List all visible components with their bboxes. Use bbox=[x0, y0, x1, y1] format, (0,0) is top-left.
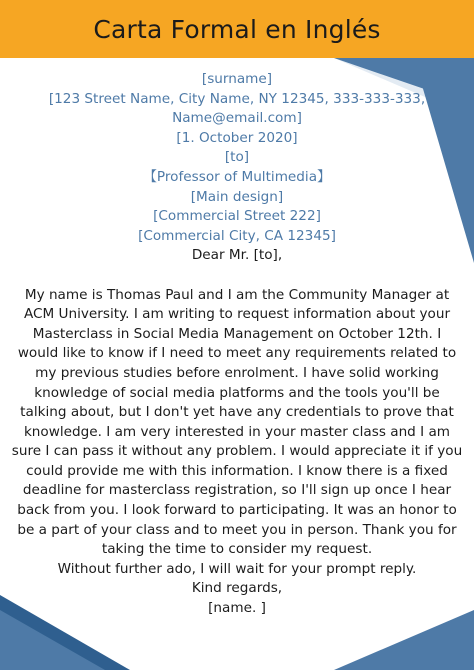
body-line: back from you. I look forward to participating. It was an honor to bbox=[17, 502, 457, 519]
bottom-right-decoration bbox=[334, 610, 474, 670]
recipient-title: 【Professor of Multimedia】 bbox=[143, 168, 331, 185]
letter-date: [1. October 2020] bbox=[176, 129, 298, 146]
body-line: would like to know if I need to meet any requirements related to bbox=[17, 345, 457, 362]
recipient-city: [Commercial City, CA 12345] bbox=[138, 227, 336, 244]
body-line: be a part of your class and to meet you in person. Thank you for bbox=[17, 521, 457, 538]
body-line: knowledge of social media platforms and the tools you'll be bbox=[34, 384, 440, 401]
body-line: talking about, but I don't yet have any credentials to prove that bbox=[20, 404, 454, 421]
light-blue-triangle-bottom bbox=[0, 610, 105, 670]
salutation: Dear Mr. [to], bbox=[191, 247, 283, 264]
sender-email: Name@email.com] bbox=[172, 110, 302, 127]
recipient-department: [Main design] bbox=[190, 188, 284, 205]
address-block bbox=[6, 70, 468, 246]
body-line: Without further ado, I will wait for your prompt reply. bbox=[57, 560, 417, 577]
body-line: knowledge. I am very interested in your master class and I am bbox=[23, 423, 451, 440]
body-line: My name is Thomas Paul and I am the Community Manager at bbox=[24, 286, 450, 303]
bottom-right-triangle bbox=[334, 610, 474, 670]
signature: [name. ] bbox=[208, 600, 266, 617]
letter-content bbox=[6, 70, 468, 619]
header-banner bbox=[0, 0, 474, 58]
page-title: Carta Formal en Inglés bbox=[93, 14, 381, 44]
body-line: deadline for masterclass registration, so I'll sign up once I hear bbox=[22, 482, 452, 499]
body-line: ACM University. I am writing to request information about your bbox=[23, 306, 451, 323]
recipient-street: [Commercial Street 222] bbox=[153, 208, 321, 225]
closing: Kind regards, bbox=[191, 580, 283, 597]
sender-surname: [surname] bbox=[201, 71, 273, 87]
body-line: my previous studies before enrolment. I have solid working bbox=[35, 364, 439, 381]
body-line: could provide me with this information. I know there is a fixed bbox=[26, 462, 448, 479]
letter-body bbox=[6, 286, 468, 619]
sender-address: [123 Street Name, City Name, NY 12345, 333-333-333, bbox=[48, 90, 426, 107]
body-line: Masterclass in Social Media Management on October 12th. I bbox=[32, 325, 442, 342]
recipient-name: [to] bbox=[224, 149, 250, 166]
body-line: taking the time to consider my request. bbox=[101, 541, 373, 558]
body-line: sure I can pass it without any problem. I would appreciate it if you bbox=[11, 443, 463, 460]
